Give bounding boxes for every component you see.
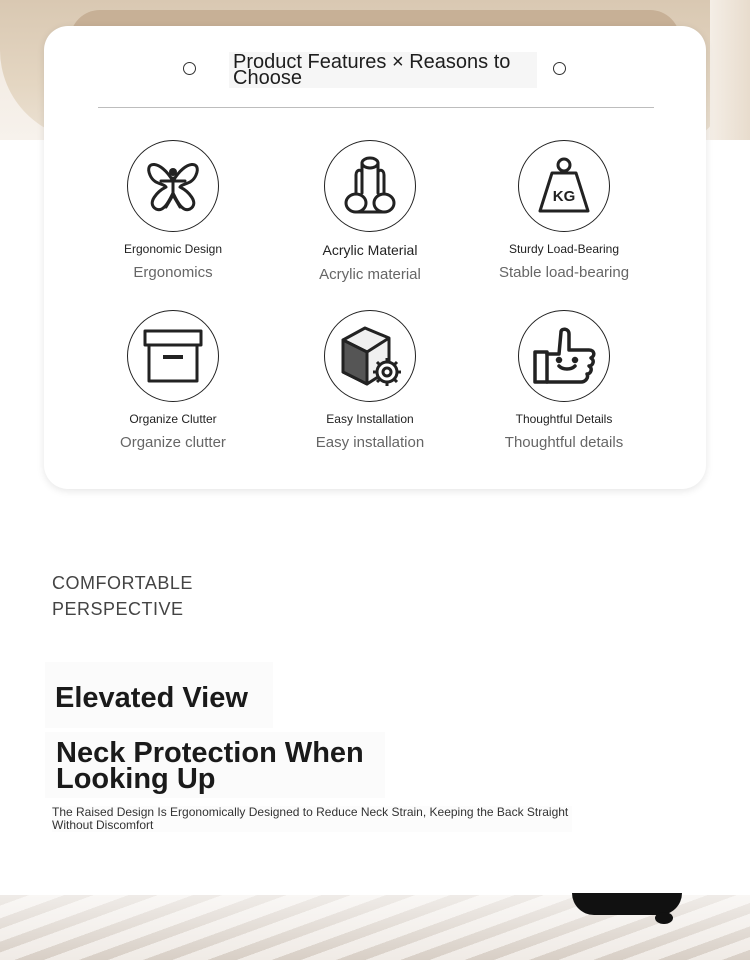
feature-sub: Ergonomics (133, 264, 213, 281)
card-divider (98, 107, 654, 108)
feature-sub: Organize clutter (120, 434, 226, 451)
perspective-caption (52, 570, 193, 622)
feature-label: Sturdy Load-Bearing (508, 242, 620, 256)
card-title: Product Features × Reasons to Choose (229, 52, 537, 88)
feature-organize (73, 310, 273, 451)
neck-protection-heading (45, 732, 385, 798)
ergonomic-person-icon (127, 140, 219, 232)
kg-weight-icon (518, 140, 610, 232)
elevated-view-heading (45, 662, 273, 728)
feature-label: Acrylic Material (322, 242, 418, 258)
svg-text:KG: KG (552, 188, 576, 205)
feature-label: Easy Installation (326, 412, 414, 426)
perspective-line-2: PERSPECTIVE (52, 599, 184, 619)
right-circle-decoration (553, 62, 566, 75)
features-card (44, 26, 706, 489)
feature-load-bearing (464, 140, 664, 281)
feature-ergonomic (73, 140, 273, 281)
neck-heading-line-2: Looking Up (56, 763, 216, 795)
elevated-view-text: Elevated View (55, 682, 248, 714)
card-header (44, 26, 706, 106)
feature-label: Organize Clutter (129, 412, 217, 426)
feature-label: Ergonomic Design (123, 242, 223, 256)
feature-sub: Easy installation (315, 434, 425, 451)
description-text: The Raised Design Is Ergonomically Designed to Reduce Neck Strain, Keeping the Back Straight Without Discomfort (52, 806, 572, 832)
feature-acrylic (270, 140, 470, 283)
acrylic-rolls-icon (324, 140, 416, 232)
feature-sub: Thoughtful details (504, 434, 624, 451)
left-circle-decoration (183, 62, 196, 75)
cube-gear-icon (324, 310, 416, 402)
feature-installation (270, 310, 470, 451)
storage-box-icon (127, 310, 219, 402)
feature-label: Thoughtful Details (515, 412, 613, 426)
thumbs-up-icon (518, 310, 610, 402)
product-foot (655, 912, 673, 924)
feature-details (464, 310, 664, 451)
feature-sub: Stable load-bearing (498, 264, 630, 281)
top-right-edge (710, 0, 750, 140)
feature-sub: Acrylic material (319, 266, 421, 283)
neck-heading-line-1: Neck Protection When (56, 737, 364, 769)
perspective-line-1: COMFORTABLE (52, 573, 193, 593)
